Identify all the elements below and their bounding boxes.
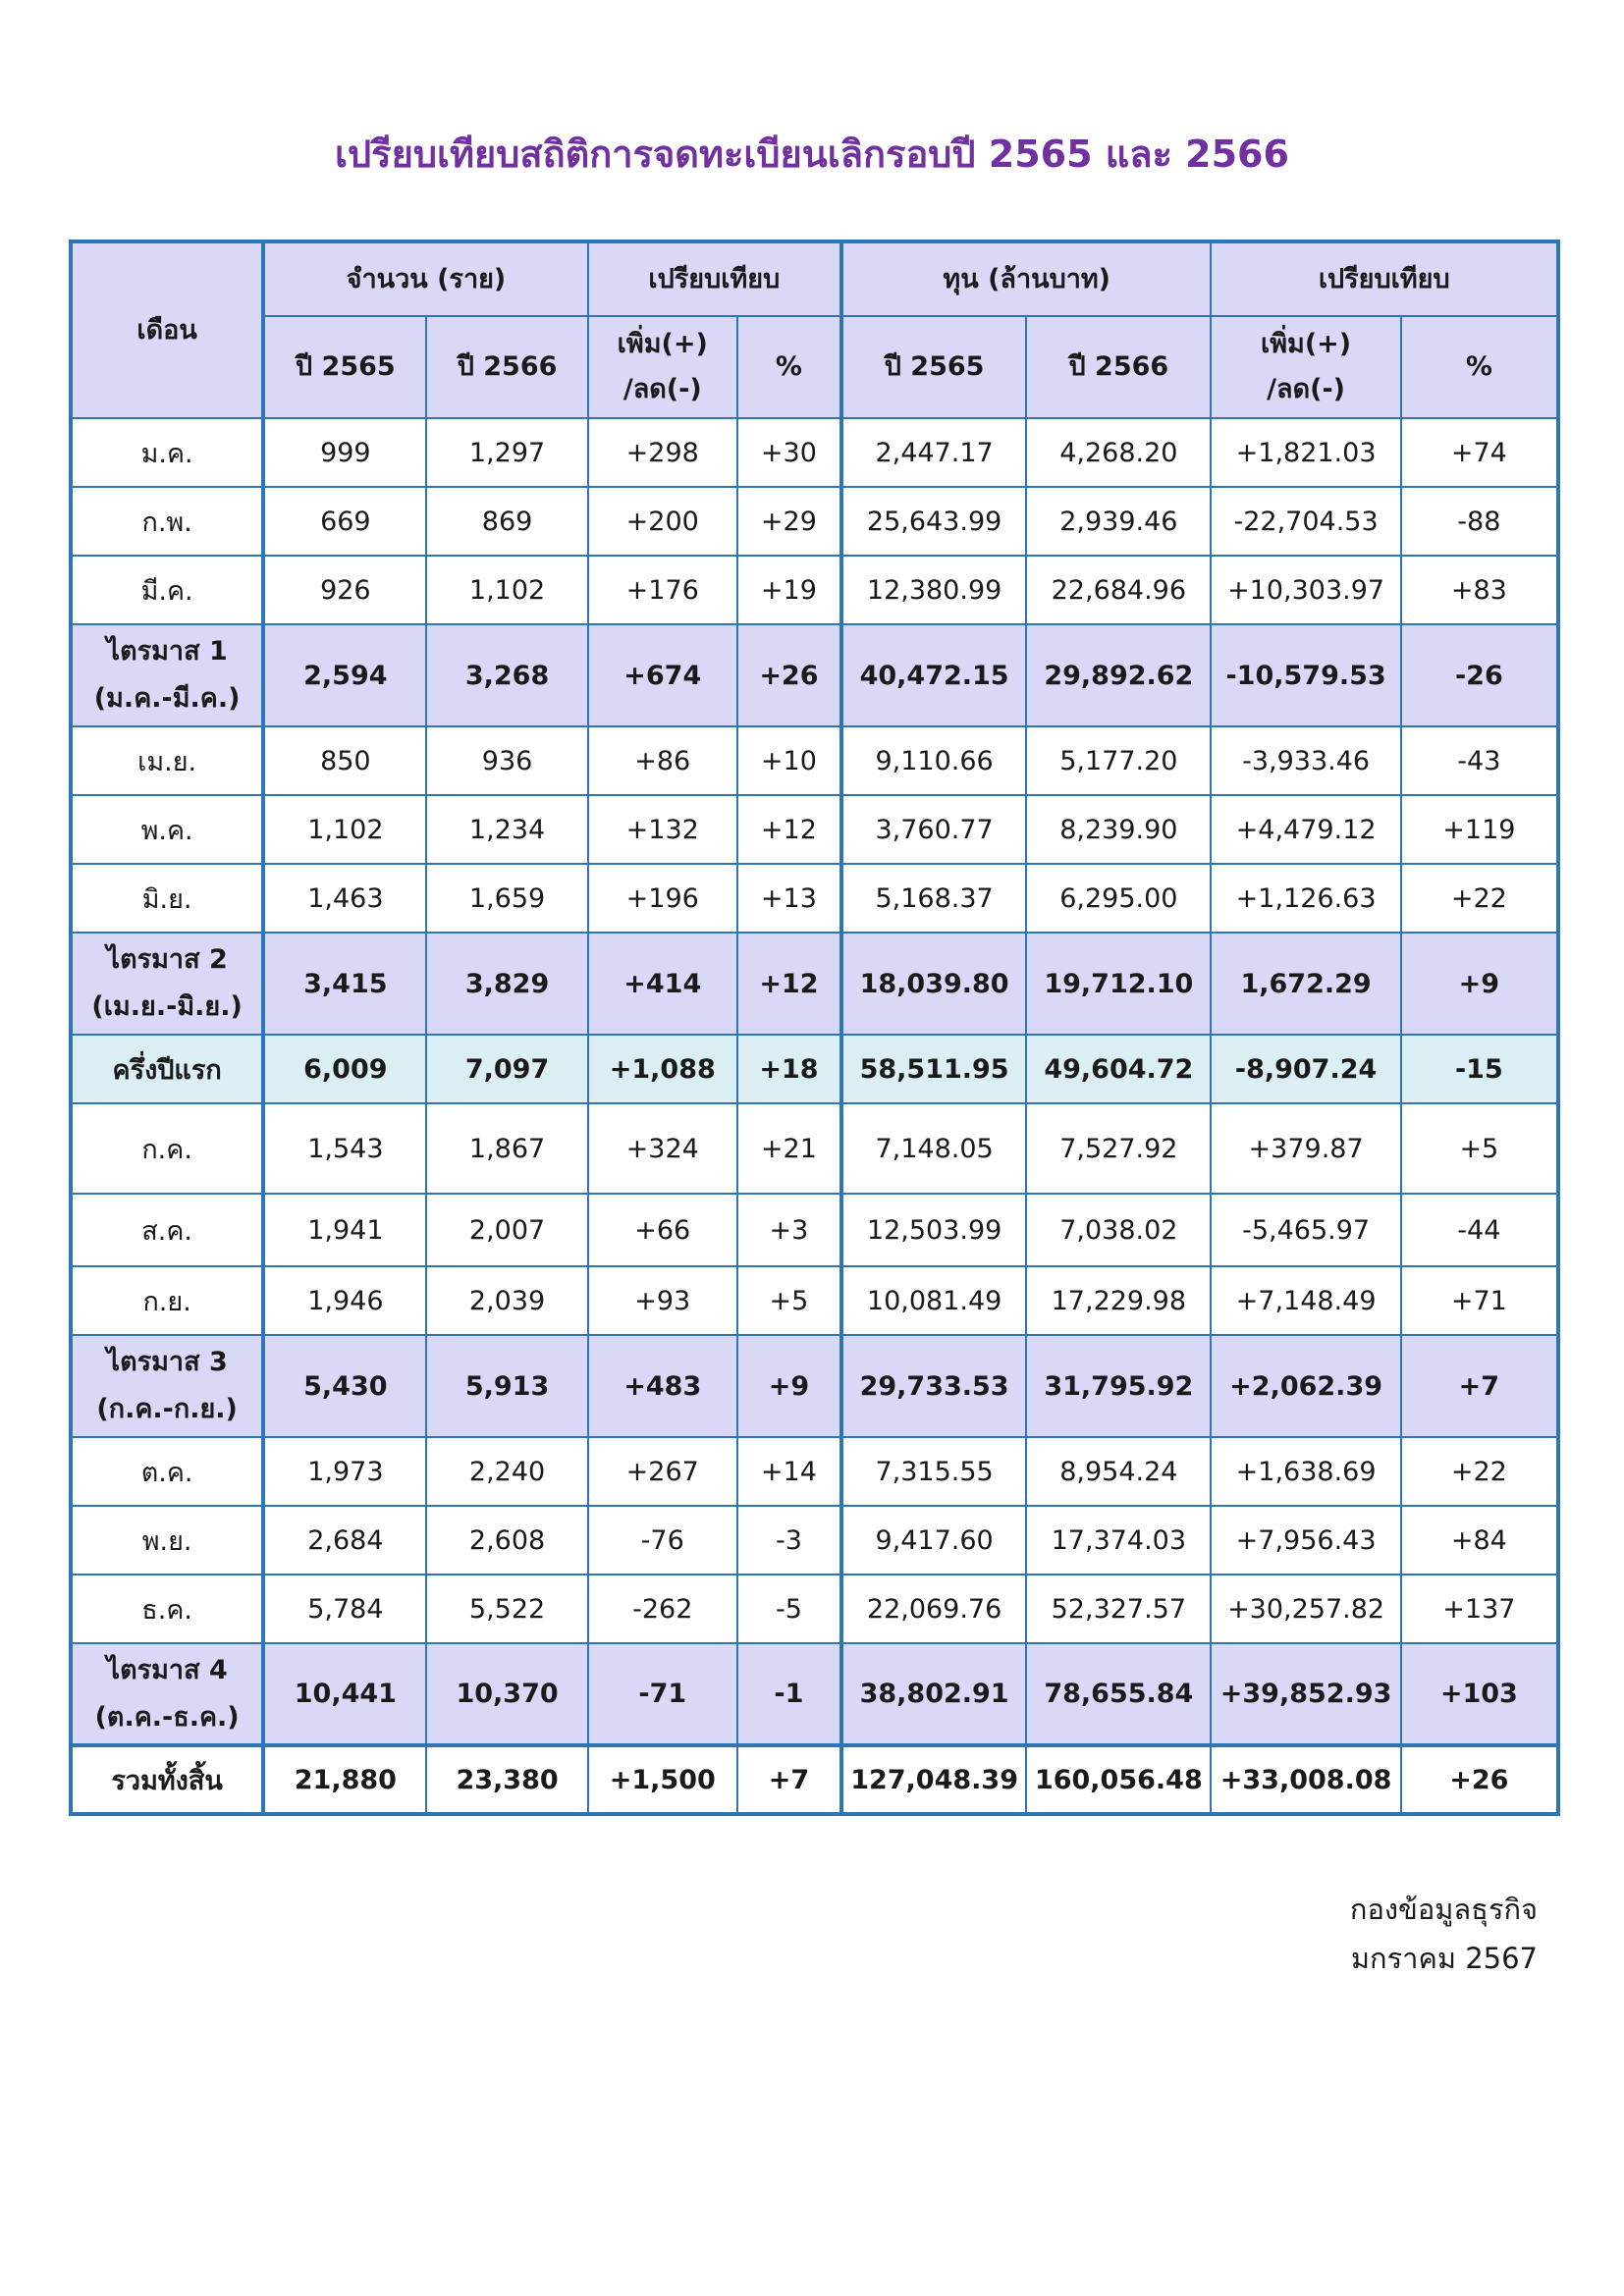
row-label-text: ต.ค. [140,1457,193,1488]
cell-capital-change: -22,704.53 [1211,487,1400,556]
row-label [71,1643,263,1745]
cell-capital-pct: +22 [1401,1437,1558,1506]
table-row [71,1437,1558,1506]
total-row [71,1745,1558,1814]
cell-capital-2565: 18,039.80 [841,933,1026,1035]
row-label [71,1266,263,1335]
cell-capital-change: +1,638.69 [1211,1437,1400,1506]
cell-count-pct: +9 [737,1335,841,1437]
cell-capital-change: -3,933.46 [1211,726,1400,795]
row-label-text: ม.ค. [140,438,193,469]
cell-count-pct: +30 [737,418,841,487]
cell-count-2565: 1,973 [263,1437,426,1506]
cell-count-pct: +7 [737,1745,841,1814]
cell-count-pct: +19 [737,556,841,624]
cell-count-change: +1,500 [588,1745,737,1814]
row-label-text: เม.ย. [137,746,197,777]
cell-count-change: +483 [588,1335,737,1437]
row-label-text: ก.พ. [141,507,192,538]
cell-capital-pct: +103 [1401,1643,1558,1745]
header-count-change [588,316,737,418]
cell-count-2565: 3,415 [263,933,426,1035]
cell-capital-2566: 19,712.10 [1026,933,1211,1035]
header-capital-2565: ปี 2565 [841,316,1026,418]
cell-capital-pct: -26 [1401,624,1558,726]
table-row [71,1103,1558,1194]
quarter-row [71,1335,1558,1437]
cell-capital-2566: 160,056.48 [1026,1745,1211,1814]
cell-capital-2565: 5,168.37 [841,864,1026,933]
row-label [71,1194,263,1266]
cell-capital-change: -5,465.97 [1211,1194,1400,1266]
cell-capital-change: 1,672.29 [1211,933,1400,1035]
header-count-2565: ปี 2565 [263,316,426,418]
header-count-pct: % [737,316,841,418]
row-label [71,1506,263,1575]
header-capital-group: ทุน (ล้านบาท) [841,241,1211,316]
cell-count-change: +93 [588,1266,737,1335]
header-change-increase: เพิ่ม(+) [1261,329,1352,359]
cell-capital-2566: 7,527.92 [1026,1103,1211,1194]
cell-capital-2566: 4,268.20 [1026,418,1211,487]
row-label [71,1035,263,1103]
cell-count-2566: 2,007 [426,1194,587,1266]
row-label [71,418,263,487]
half-row [71,1035,1558,1103]
cell-capital-change: +39,852.93 [1211,1643,1400,1745]
cell-capital-change: +379.87 [1211,1103,1400,1194]
header-capital-2566: ปี 2566 [1026,316,1211,418]
row-label-text: มี.ค. [140,575,193,607]
cell-count-2566: 3,268 [426,624,587,726]
footer [1350,1885,1538,1983]
cell-count-pct: +26 [737,624,841,726]
cell-capital-change: +4,479.12 [1211,795,1400,864]
cell-count-pct: +18 [737,1035,841,1103]
cell-count-change: +414 [588,933,737,1035]
cell-count-pct: +13 [737,864,841,933]
row-label [71,1335,263,1437]
table-body [71,418,1558,1814]
header-capital-pct: % [1401,316,1558,418]
table-row [71,1266,1558,1335]
cell-capital-change: +10,303.97 [1211,556,1400,624]
footer-date: มกราคม 2567 [1350,1942,1538,1975]
cell-count-2566: 2,608 [426,1506,587,1575]
table-row [71,1194,1558,1266]
cell-capital-pct: +119 [1401,795,1558,864]
cell-capital-2566: 17,374.03 [1026,1506,1211,1575]
header-compare-capital: เปรียบเทียบ [1211,241,1558,316]
cell-count-2566: 5,522 [426,1575,587,1643]
row-label-text: ไตรมาส 1 [106,636,228,667]
row-label-text: ไตรมาส 4 [106,1654,228,1685]
cell-count-change: -76 [588,1506,737,1575]
row-label-text: ไตรมาส 3 [106,1347,228,1377]
row-label-text: ธ.ค. [141,1594,192,1626]
cell-capital-change: +2,062.39 [1211,1335,1400,1437]
cell-count-change: -71 [588,1643,737,1745]
row-label [71,1575,263,1643]
cell-count-pct: -3 [737,1506,841,1575]
cell-count-2565: 6,009 [263,1035,426,1103]
cell-count-2565: 2,594 [263,624,426,726]
cell-count-pct: +5 [737,1266,841,1335]
table-row [71,726,1558,795]
statistics-table [69,240,1560,1816]
cell-capital-pct: +7 [1401,1335,1558,1437]
cell-count-2566: 1,234 [426,795,587,864]
cell-capital-pct: +137 [1401,1575,1558,1643]
cell-capital-2566: 5,177.20 [1026,726,1211,795]
row-label-range: (ก.ค.-ก.ย.) [96,1394,238,1424]
row-label [71,1437,263,1506]
cell-count-change: +132 [588,795,737,864]
cell-count-2565: 1,463 [263,864,426,933]
row-label-range: (ม.ค.-มี.ค.) [93,683,241,714]
row-label [71,556,263,624]
cell-capital-2565: 7,148.05 [841,1103,1026,1194]
cell-capital-2565: 12,380.99 [841,556,1026,624]
cell-count-pct: +12 [737,795,841,864]
cell-capital-pct: +74 [1401,418,1558,487]
row-label-text: ส.ค. [141,1215,192,1247]
cell-count-2566: 1,297 [426,418,587,487]
cell-capital-pct: +83 [1401,556,1558,624]
cell-capital-change: -8,907.24 [1211,1035,1400,1103]
cell-capital-2566: 52,327.57 [1026,1575,1211,1643]
table-row [71,795,1558,864]
table-row [71,1575,1558,1643]
table-row [71,556,1558,624]
cell-count-2565: 1,941 [263,1194,426,1266]
cell-count-2565: 1,946 [263,1266,426,1335]
cell-count-2566: 23,380 [426,1745,587,1814]
cell-count-2565: 5,430 [263,1335,426,1437]
row-label [71,726,263,795]
cell-capital-2565: 7,315.55 [841,1437,1026,1506]
cell-count-change: +674 [588,624,737,726]
row-label-range: (เม.ย.-มิ.ย.) [91,991,243,1022]
cell-count-change: +267 [588,1437,737,1506]
cell-count-change: +298 [588,418,737,487]
cell-count-2565: 21,880 [263,1745,426,1814]
quarter-row [71,933,1558,1035]
cell-capital-pct: +71 [1401,1266,1558,1335]
cell-count-pct: +21 [737,1103,841,1194]
quarter-row [71,624,1558,726]
cell-capital-2566: 31,795.92 [1026,1335,1211,1437]
cell-capital-2565: 25,643.99 [841,487,1026,556]
row-label-text: ครึ่งปีแรก [112,1054,222,1086]
cell-count-2566: 869 [426,487,587,556]
cell-capital-2566: 2,939.46 [1026,487,1211,556]
cell-count-2566: 1,867 [426,1103,587,1194]
cell-capital-2566: 8,239.90 [1026,795,1211,864]
row-label [71,487,263,556]
table-row [71,864,1558,933]
cell-count-2566: 2,240 [426,1437,587,1506]
cell-count-change: +1,088 [588,1035,737,1103]
footer-org: กองข้อมูลธุรกิจ [1349,1893,1538,1926]
cell-capital-2565: 3,760.77 [841,795,1026,864]
row-label-text: ไตรมาส 2 [106,944,228,975]
cell-capital-pct: -43 [1401,726,1558,795]
cell-capital-change: +7,956.43 [1211,1506,1400,1575]
cell-capital-2566: 8,954.24 [1026,1437,1211,1506]
cell-count-2565: 10,441 [263,1643,426,1745]
cell-count-pct: +14 [737,1437,841,1506]
row-label-text: ก.ย. [142,1286,191,1317]
cell-count-change: +196 [588,864,737,933]
cell-capital-2565: 127,048.39 [841,1745,1026,1814]
cell-count-2565: 926 [263,556,426,624]
row-label-text: พ.ค. [140,815,193,846]
cell-count-2565: 5,784 [263,1575,426,1643]
cell-capital-pct: -44 [1401,1194,1558,1266]
header-change-increase: เพิ่ม(+) [617,329,708,359]
cell-count-pct: +10 [737,726,841,795]
cell-capital-change: +1,126.63 [1211,864,1400,933]
cell-capital-2565: 9,417.60 [841,1506,1026,1575]
header-change-decrease: /ลด(-) [623,374,702,404]
cell-capital-pct: +9 [1401,933,1558,1035]
header-compare-count: เปรียบเทียบ [588,241,841,316]
cell-capital-2565: 2,447.17 [841,418,1026,487]
cell-count-pct: +12 [737,933,841,1035]
table-row [71,487,1558,556]
row-label-text: มิ.ย. [141,883,192,915]
cell-count-change: +176 [588,556,737,624]
header-count-2566: ปี 2566 [426,316,587,418]
cell-count-2566: 3,829 [426,933,587,1035]
quarter-row [71,1643,1558,1745]
cell-count-2566: 5,913 [426,1335,587,1437]
table-row [71,418,1558,487]
cell-count-2566: 1,659 [426,864,587,933]
cell-capital-2565: 12,503.99 [841,1194,1026,1266]
cell-capital-2566: 17,229.98 [1026,1266,1211,1335]
cell-count-change: +86 [588,726,737,795]
cell-count-2566: 2,039 [426,1266,587,1335]
cell-count-2565: 999 [263,418,426,487]
cell-capital-change: +1,821.03 [1211,418,1400,487]
row-label [71,624,263,726]
cell-capital-change: +33,008.08 [1211,1745,1400,1814]
row-label-text: รวมทั้งสิ้น [111,1765,223,1796]
cell-capital-pct: +22 [1401,864,1558,933]
cell-count-2565: 669 [263,487,426,556]
cell-capital-2566: 29,892.62 [1026,624,1211,726]
row-label [71,1103,263,1194]
cell-count-2565: 1,102 [263,795,426,864]
cell-capital-pct: -88 [1401,487,1558,556]
row-label [71,933,263,1035]
cell-count-pct: -1 [737,1643,841,1745]
cell-capital-2566: 78,655.84 [1026,1643,1211,1745]
row-label-range: (ต.ค.-ธ.ค.) [94,1701,240,1733]
cell-capital-2565: 40,472.15 [841,624,1026,726]
cell-capital-2566: 7,038.02 [1026,1194,1211,1266]
header-capital-change [1211,316,1400,418]
cell-capital-2565: 22,069.76 [841,1575,1026,1643]
cell-capital-2565: 29,733.53 [841,1335,1026,1437]
cell-count-2566: 1,102 [426,556,587,624]
cell-capital-2566: 22,684.96 [1026,556,1211,624]
cell-capital-2565: 9,110.66 [841,726,1026,795]
cell-capital-change: -10,579.53 [1211,624,1400,726]
cell-capital-2566: 6,295.00 [1026,864,1211,933]
cell-count-change: +324 [588,1103,737,1194]
header-count-group: จำนวน (ราย) [263,241,587,316]
cell-capital-pct: +84 [1401,1506,1558,1575]
page-title: เปรียบเทียบสถิติการจดทะเบียนเลิกรอบปี 2565 และ 2566 [335,133,1289,176]
cell-capital-2565: 10,081.49 [841,1266,1026,1335]
cell-capital-change: +30,257.82 [1211,1575,1400,1643]
cell-capital-2566: 49,604.72 [1026,1035,1211,1103]
cell-count-change: +66 [588,1194,737,1266]
cell-capital-change: +7,148.49 [1211,1266,1400,1335]
row-label [71,1745,263,1814]
row-label [71,795,263,864]
cell-count-2565: 850 [263,726,426,795]
cell-capital-pct: -15 [1401,1035,1558,1103]
header-month: เดือน [71,241,263,418]
row-label-text: ก.ค. [141,1134,192,1165]
cell-count-2566: 936 [426,726,587,795]
cell-capital-2565: 38,802.91 [841,1643,1026,1745]
header-change-decrease: /ลด(-) [1267,374,1345,404]
cell-count-pct: +29 [737,487,841,556]
cell-count-2566: 7,097 [426,1035,587,1103]
cell-capital-pct: +26 [1401,1745,1558,1814]
cell-count-2566: 10,370 [426,1643,587,1745]
cell-capital-2565: 58,511.95 [841,1035,1026,1103]
cell-count-pct: +3 [737,1194,841,1266]
cell-capital-pct: +5 [1401,1103,1558,1194]
row-label-text: พ.ย. [141,1525,192,1557]
cell-count-change: -262 [588,1575,737,1643]
row-label [71,864,263,933]
cell-count-2565: 2,684 [263,1506,426,1575]
cell-count-2565: 1,543 [263,1103,426,1194]
cell-count-pct: -5 [737,1575,841,1643]
table-row [71,1506,1558,1575]
cell-count-change: +200 [588,487,737,556]
